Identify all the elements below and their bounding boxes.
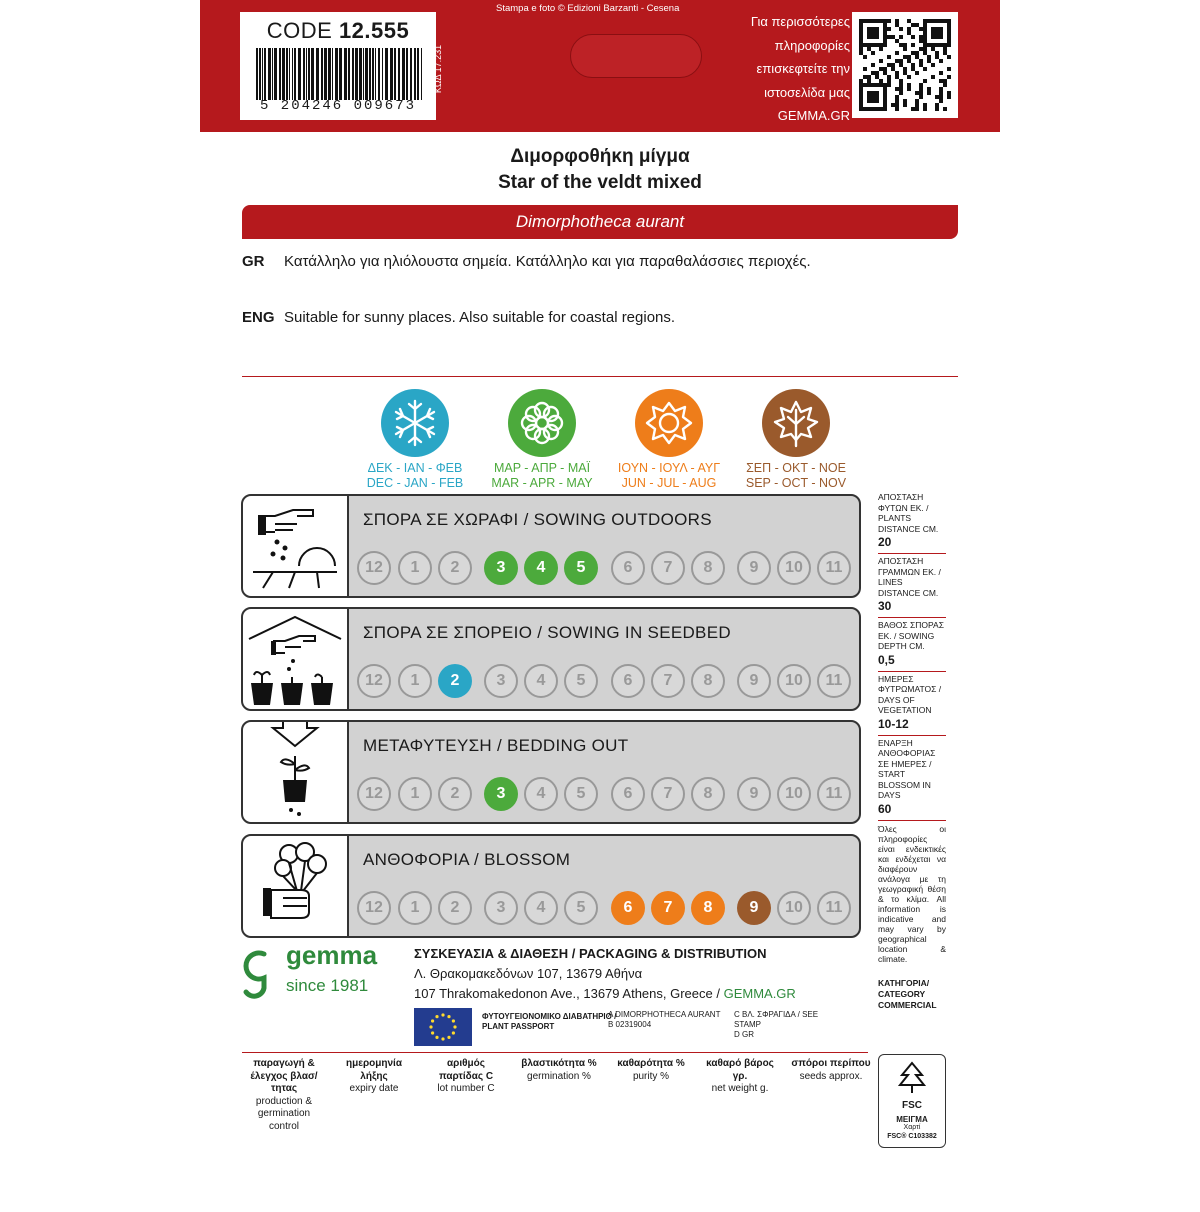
row-title: ΜΕΤΑΦΥΤΕΥΣΗ / BEDDING OUT (363, 736, 629, 755)
month-9: 9 (737, 777, 771, 811)
website-link[interactable]: GEMMA.GR (723, 986, 796, 1001)
month-6: 6 (611, 551, 645, 585)
season-winter-gr: ΔΕΚ - ΙΑΝ - ΦΕΒ (367, 461, 463, 475)
bottom-lot: αριθμός παρτίδας C lot number C (437, 1058, 495, 1094)
sun-icon (634, 388, 704, 458)
season-autumn-en: SEP - OCT - NOV (745, 476, 847, 490)
month-2: 2 (438, 551, 472, 585)
season-summer (604, 388, 734, 491)
kod-label: ΚΩΔ 17.231 (433, 44, 444, 94)
season-spring-gr: ΜΑΡ - ΑΠΡ - ΜΑΪ (493, 461, 591, 475)
barcode-number: 5 204246 009673 (259, 98, 417, 114)
month-1: 1 (398, 891, 432, 925)
product-name-gr: Διμορφοθήκη μίγμα (510, 146, 690, 167)
month-5: 5 (564, 551, 598, 585)
month-3: 3 (484, 891, 518, 925)
barcode (254, 48, 426, 100)
product-code: CODE 12.555 (266, 18, 410, 43)
month-6: 6 (611, 777, 645, 811)
hang-hole (570, 34, 702, 78)
packaging-title: ΣΥΣΚΕΥΑΣΙΑ & ΔΙΑΘΕΣΗ / PACKAGING & DISTRIBUTION (414, 946, 767, 961)
row-title: ΑΝΘΟΦΟΡΙΑ / BLOSSOM (363, 850, 571, 869)
passport-title: ΦΥΤΟΥΓΕΙΟΝΟΜΙΚΟ ΔΙΑΒΑΤΗΡΙΟ / PLANT PASSPORT (482, 1012, 617, 1031)
month-8: 8 (691, 551, 725, 585)
sowing-outdoors-icon (241, 494, 349, 598)
month-3: 3 (484, 664, 518, 698)
product-name-en: Star of the veldt mixed (498, 172, 702, 193)
season-winter-en: DEC - JAN - FEB (366, 476, 464, 490)
month-9: 9 (737, 551, 771, 585)
month-2: 2 (438, 777, 472, 811)
header-band (200, 0, 1000, 132)
season-autumn-gr: ΣΕΠ - ΟΚΤ - ΝΟΕ (746, 461, 846, 475)
fsc-badge (878, 1054, 946, 1148)
month-4: 4 (524, 664, 558, 698)
month-5: 5 (564, 777, 598, 811)
season-spring (477, 388, 607, 491)
calendar-panel (347, 494, 861, 598)
month-12: 12 (357, 777, 391, 811)
month-5: 5 (564, 664, 598, 698)
blossom-icon (241, 834, 349, 938)
description-en: ENG Suitable for sunny places. Also suitable for coastal regions. (242, 309, 676, 326)
month-10: 10 (777, 551, 811, 585)
month-9: 9 (737, 664, 771, 698)
calendar-panel (347, 607, 861, 711)
month-7: 7 (651, 777, 685, 811)
month-10: 10 (777, 891, 811, 925)
month-3: 3 (484, 551, 518, 585)
month-12: 12 (357, 891, 391, 925)
brand-name: gemma (286, 940, 378, 970)
description-gr: GR Κατάλληλο για ηλιόλουστα σημεία. Κατάλληλο και για παραθαλάσσιες περιοχές. (242, 253, 811, 270)
month-2: 2 (438, 891, 472, 925)
brand-since: since 1981 (286, 976, 369, 995)
latin-name: Dimorphotheca aurant (242, 205, 958, 239)
fsc-paper: Χαρτί (903, 1124, 921, 1131)
spec-lines-distance: ΑΠΟΣΤΑΣΗ ΓΡΑΜΜΩΝ ΕΚ. / LINES DISTANCE CM. 30 (878, 554, 946, 618)
fsc-code: FSC® C103382 (887, 1133, 937, 1140)
leaf-icon (761, 388, 831, 458)
month-1: 1 (398, 664, 432, 698)
month-1: 1 (398, 777, 432, 811)
spec-start-blossom: ΕΝΑΡΞΗ ΑΝΘΟΦΟΡΙΑΣ ΣΕ ΗΜΕΡΕΣ / START BLOSSOM IN DAYS 60 (878, 736, 946, 821)
info-text: Για περισσότερες πληροφορίες επισκεφτείτε την ιστοσελίδα μας GEMMA.GR (750, 14, 850, 123)
season-spring-en: MAR - APR - MAY (491, 476, 593, 490)
plant-passport (414, 1006, 826, 1046)
credit-text: Stampa e foto © Edizioni Barzanti - Cesena (496, 3, 680, 14)
bottom-germination: βλαστικότητα % germination % (521, 1058, 597, 1082)
month-1: 1 (398, 551, 432, 585)
month-4: 4 (524, 551, 558, 585)
month-9: 9 (737, 891, 771, 925)
bottom-seeds: σπόροι περίπου seeds approx. (791, 1058, 871, 1082)
month-11: 11 (817, 551, 851, 585)
season-autumn (731, 388, 861, 491)
bottom-production: παραγωγή & έλεγχος βλασ/τητας production & germination control (250, 1058, 318, 1132)
month-7: 7 (651, 664, 685, 698)
sowing-seedbed-icon (241, 607, 349, 711)
season-summer-gr: ΙΟΥΝ - ΙΟΥΛ - ΑΥΓ (617, 461, 721, 475)
month-10: 10 (777, 664, 811, 698)
spec-plants-distance: ΑΠΟΣΤΑΣΗ ΦΥΤΩΝ ΕΚ. / PLANTS DISTANCE CM. 20 (878, 490, 946, 554)
address-gr: Λ. Θρακομακεδόνων 107, 13679 Αθήνα (414, 966, 643, 981)
passport-ab: A DIMORPHOTHECA AURANT B 02319004 (608, 1010, 721, 1029)
month-4: 4 (524, 777, 558, 811)
flower-icon (507, 388, 577, 458)
month-8: 8 (691, 891, 725, 925)
eu-flag-icon (414, 1008, 472, 1046)
month-4: 4 (524, 891, 558, 925)
bottom-divider (242, 1052, 868, 1053)
passport-cd: C ΒΛ. ΣΦΡΑΓΙΔΑ / SEE STAMP D GR (734, 1010, 819, 1039)
month-7: 7 (651, 551, 685, 585)
month-7: 7 (651, 891, 685, 925)
month-12: 12 (357, 664, 391, 698)
row-title: ΣΠΟΡΑ ΣΕ ΧΩΡΑΦΙ / SOWING OUTDOORS (363, 510, 712, 529)
fsc-mix: ΜΕΙΓΜΑ (896, 1115, 928, 1124)
address-en: 107 Thrakomakedonon Ave., 13679 Athens, Greece / GEMMA.GR (414, 986, 796, 1001)
season-winter (350, 388, 480, 491)
month-6: 6 (611, 664, 645, 698)
month-8: 8 (691, 664, 725, 698)
month-3: 3 (484, 777, 518, 811)
month-12: 12 (357, 551, 391, 585)
specs-column (878, 490, 946, 1011)
calendar-panel (347, 720, 861, 824)
season-summer-en: JUN - JUL - AUG (621, 476, 717, 490)
bottom-expiry: ημερομηνία λήξης expiry date (346, 1058, 402, 1094)
row-title: ΣΠΟΡΑ ΣΕ ΣΠΟΡΕΙΟ / SOWING IN SEEDBED (363, 623, 731, 642)
disclaimer-note: Όλες οι πληροφορίες είναι ενδεικτικές και ενδέχεται να διαφέρουν ανάλογα με τη γεωγραφική θέση & το κλίμα. All information is indicative and may vary by geographical location & climate. (878, 823, 946, 964)
divider (242, 376, 958, 377)
month-6: 6 (611, 891, 645, 925)
month-2: 2 (438, 664, 472, 698)
month-10: 10 (777, 777, 811, 811)
spec-sowing-depth: ΒΑΘΟΣ ΣΠΟΡΑΣ ΕΚ. / SOWING DEPTH CM. 0,5 (878, 618, 946, 672)
month-11: 11 (817, 777, 851, 811)
month-5: 5 (564, 891, 598, 925)
month-11: 11 (817, 891, 851, 925)
calendar-panel (347, 834, 861, 938)
bedding-out-icon (241, 720, 349, 824)
bottom-purity: καθαρότητα % purity % (617, 1058, 685, 1082)
category-label: ΚΑΤΗΓΟΡΙΑ/ CATEGORY COMMERCIAL (878, 977, 937, 1010)
spec-days-vegetation: ΗΜΕΡΕΣ ΦΥΤΡΩΜΑΤΟΣ / DAYS OF VEGETATION 10-12 (878, 672, 946, 736)
month-11: 11 (817, 664, 851, 698)
qr-code[interactable] (852, 12, 958, 118)
fsc-label: FSC (902, 1100, 922, 1111)
code-label (240, 12, 436, 120)
fsc-tree-icon (892, 1061, 932, 1095)
month-8: 8 (691, 777, 725, 811)
snowflake-icon (380, 388, 450, 458)
bottom-weight: καθαρό βάρος γρ. net weight g. (706, 1058, 774, 1094)
